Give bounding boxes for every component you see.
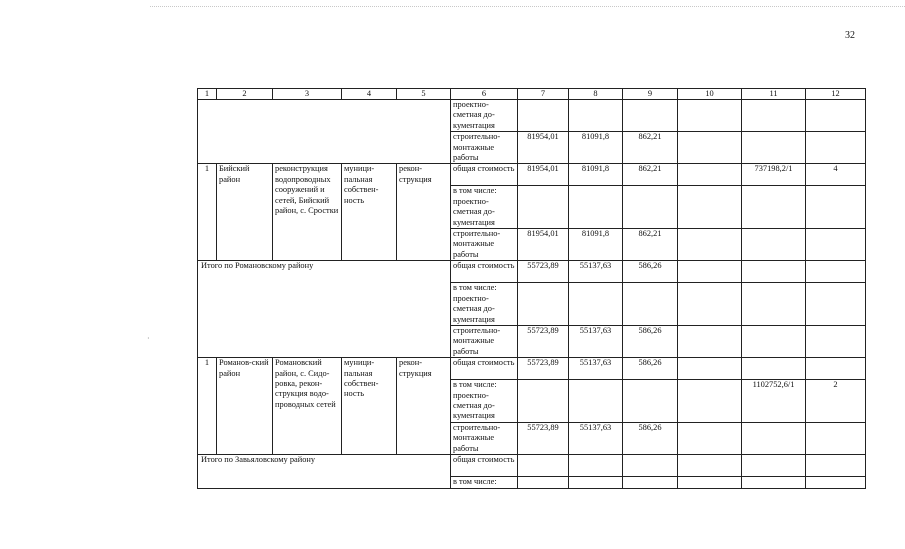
cost-type-cell: в том числе: проектно-сметная до-кументация [451,283,518,326]
value-cell: 55137,63 [569,325,623,357]
capacity-cell: 1102752,6/1 [742,380,806,423]
value-cell: 55137,63 [569,358,623,380]
value-cell: 586,26 [623,422,678,454]
value-cell: 55723,89 [518,358,569,380]
cost-type-cell: строительно-монтажные работы [451,132,518,164]
subtotal-row [198,261,866,283]
header-cell: 12 [806,89,866,100]
header-cell: 2 [217,89,273,100]
value-cell: 81954,01 [518,132,569,164]
cost-type-cell: строительно-монтажные работы [451,229,518,261]
subtotal-row [198,454,866,476]
header-cell: 6 [451,89,518,100]
subtotal-label: Итого по Романовскому району [198,261,451,358]
cost-type-cell: в том числе: проектно-сметная до-кументация [451,380,518,423]
cost-type-cell: общая стоимость [451,261,518,283]
subtotal-label: Итого по Завьяловскому району [198,454,451,488]
header-cell: 1 [198,89,217,100]
value-cell: 81091,8 [569,229,623,261]
table-row [198,358,866,380]
scan-top-edge [150,6,905,7]
value-cell: 862,21 [623,229,678,261]
cost-type-cell: строительно-монтажные работы [451,325,518,357]
ownership-cell: муници-пальная собствен-ность [342,164,397,261]
value-cell: 55137,63 [569,261,623,283]
term-cell: 4 [806,164,866,186]
header-cell: 7 [518,89,569,100]
value-cell: 81954,01 [518,164,569,186]
term-cell: 2 [806,380,866,423]
cost-type-cell: общая стоимость [451,358,518,380]
value-cell: 81091,8 [569,132,623,164]
row-number-cell: 1 [198,358,217,455]
header-cell: 9 [623,89,678,100]
value-cell: 55723,89 [518,261,569,283]
value-cell: 81954,01 [518,229,569,261]
header-cell: 3 [273,89,342,100]
cost-type-cell: общая стоимость [451,454,518,476]
cost-type-cell: общая стоимость [451,164,518,186]
page-number: 32 [845,30,855,41]
value-cell: 55723,89 [518,325,569,357]
project-financing-table [197,88,866,489]
district-cell: Романов-ский район [217,358,273,455]
row-number-cell: 1 [198,164,217,261]
value-cell: 586,26 [623,325,678,357]
work-type-cell: рекон-струкция [397,164,451,261]
header-cell: 8 [569,89,623,100]
table-row [198,164,866,186]
header-cell: 11 [742,89,806,100]
header-cell: 4 [342,89,397,100]
column-number-row [198,89,866,100]
table-row [198,100,866,132]
cost-type-cell: проектно-сметная до-кументация [451,100,518,132]
object-name-cell: Романовский район, с. Сидо-ровка, рекон-струкция водо-проводных сетей [273,358,342,455]
scan-speck: · [147,334,150,343]
header-cell: 5 [397,89,451,100]
ownership-cell: муници-пальная собствен-ность [342,358,397,455]
capacity-cell: 737198,2/1 [742,164,806,186]
district-cell: Бийский район [217,164,273,261]
empty-merged-cell [198,100,451,164]
cost-type-cell: строительно-монтажные работы [451,422,518,454]
value-cell: 586,26 [623,358,678,380]
value-cell: 81091,8 [569,164,623,186]
value-cell: 55137,63 [569,422,623,454]
value-cell: 862,21 [623,164,678,186]
cost-type-cell: в том числе: проектно-сметная до-кументация [451,186,518,229]
object-name-cell: реконструкция водопроводных сооружений и сетей, Бийский район, с. Сростки [273,164,342,261]
work-type-cell: рекон-струкция [397,358,451,455]
value-cell: 586,26 [623,261,678,283]
value-cell: 862,21 [623,132,678,164]
value-cell: 55723,89 [518,422,569,454]
header-cell: 10 [678,89,742,100]
cost-type-cell: в том числе: [451,476,518,488]
